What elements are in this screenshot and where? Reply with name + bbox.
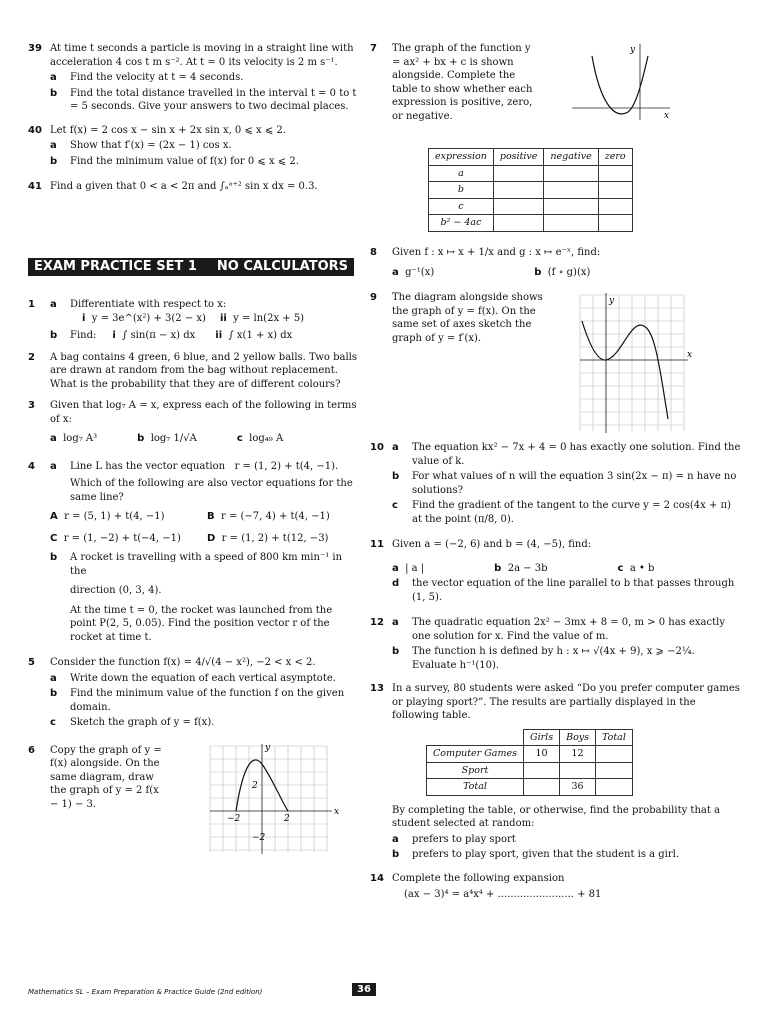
part-d: the vector equation of the line parallel to b that passes through (1, 5). xyxy=(412,578,735,603)
option-c: C r = (1, −2) + t(−4, −1) xyxy=(50,532,181,544)
question-number: 13 xyxy=(370,683,384,694)
axis-label-x: x xyxy=(687,350,693,360)
part-b-text: log₇ 1/√A xyxy=(150,433,197,444)
part-b: A rocket is travelling with a speed of 800 km min⁻¹ in the xyxy=(70,552,343,577)
part-a-text: log₇ A³ xyxy=(63,433,98,444)
options-grid xyxy=(50,510,358,545)
part-label: c xyxy=(50,717,56,728)
table-header: Boys xyxy=(560,729,596,746)
part-label: b xyxy=(50,87,58,99)
question-13 xyxy=(370,682,742,862)
question-number: 39 xyxy=(28,43,42,54)
table-cell: 36 xyxy=(560,779,596,796)
question-7 xyxy=(370,42,742,234)
question-2 xyxy=(28,351,358,392)
option-b: B r = (−7, 4) + t(4, −1) xyxy=(207,511,330,522)
section-banner xyxy=(28,258,354,276)
question-41 xyxy=(28,180,358,194)
table-cell[interactable] xyxy=(493,198,544,215)
table-cell: a xyxy=(429,165,494,182)
left-column xyxy=(28,42,358,202)
part-label: a xyxy=(50,299,57,310)
banner-title: EXAM PRACTICE SET 1 xyxy=(34,259,197,274)
graph-q9 xyxy=(576,291,696,433)
part-a: The equation kx² − 7x + 4 = 0 has exactly one solution. Find the value of k. xyxy=(412,442,741,467)
table-cell[interactable] xyxy=(544,165,598,182)
option-b-text: r = (−7, 4) + t(4, −1) xyxy=(220,511,330,522)
part-label: a xyxy=(50,140,57,151)
part-c: Sketch the graph of y = f(x). xyxy=(70,717,215,728)
footer-text: Mathematics SL – Exam Preparation & Practice Guide (2nd edition) xyxy=(28,988,263,996)
question-number: 7 xyxy=(370,43,377,54)
table-cell[interactable] xyxy=(544,182,598,199)
table-header: zero xyxy=(598,149,632,166)
question-number: 12 xyxy=(370,617,384,628)
part-label: b xyxy=(392,471,400,482)
question-number: 5 xyxy=(28,657,35,668)
part-b-text: (f ∘ g)(x) xyxy=(547,266,591,278)
right-column xyxy=(370,42,742,910)
part-label: a xyxy=(392,617,399,628)
question-number: 11 xyxy=(370,539,384,550)
table-cell[interactable] xyxy=(596,779,633,796)
part-bi: i ∫ sin(π − x) dx xyxy=(112,330,196,341)
part-ai-text: y = 3e^(x²) + 3(2 − x) xyxy=(91,312,206,324)
table-row xyxy=(427,762,633,779)
part-b: Find the minimum value of the function f on the given domain. xyxy=(70,688,345,713)
question-8 xyxy=(370,246,742,279)
part-label: a xyxy=(392,442,399,453)
part-b: Find: xyxy=(70,330,97,341)
table-cell: c xyxy=(429,198,494,215)
table-cell[interactable] xyxy=(544,198,598,215)
part-bii-text: ∫ x(1 + x) dx xyxy=(228,330,293,341)
part-b: prefers to play sport, given that the student is a girl. xyxy=(412,849,680,860)
part-c: Find the gradient of the tangent to the curve y = 2 cos(4x + π) at the point (π/8, 0). xyxy=(412,500,731,525)
question-text: The diagram alongside shows the graph of y = f(x). On the same set of axes sketch the graph of y = f′(x). xyxy=(392,292,543,344)
question-number: 9 xyxy=(370,292,377,303)
table-row xyxy=(427,779,633,796)
question-text: Let f(x) = 2 cos x − sin x + 2x sin x, 0 ⩽ x ⩽ 2. xyxy=(50,124,286,136)
part-a-text: | a | xyxy=(405,562,425,574)
tick-label-y2: 2 xyxy=(252,780,258,791)
table-cell[interactable] xyxy=(596,762,633,779)
part-b: b log₇ 1/√A xyxy=(137,433,197,444)
part-label: b xyxy=(392,646,400,657)
part-label: b xyxy=(392,849,400,860)
table-header: Total xyxy=(596,729,633,746)
table-cell[interactable] xyxy=(598,182,632,199)
table-cell[interactable] xyxy=(560,762,596,779)
part-aii: ii y = ln(2x + 5) xyxy=(219,312,305,324)
part-a: Show that f′(x) = (2x − 1) cos x. xyxy=(70,140,232,151)
question-3 xyxy=(28,399,358,446)
question-number: 4 xyxy=(28,460,35,472)
question-11 xyxy=(370,538,742,604)
question-number: 3 xyxy=(28,400,35,411)
question-text: Consider the function f(x) = 4/√(4 − x²), −2 < x < 2. xyxy=(50,657,316,668)
part-label: c xyxy=(392,500,398,511)
survey-table xyxy=(426,729,633,796)
part-b: The function h is defined by h : x ↦ √(4x + 9), x ⩾ −2¼. Evaluate h⁻¹(10). xyxy=(412,646,695,671)
table-cell[interactable] xyxy=(598,215,632,232)
part-label: a xyxy=(392,833,399,845)
axis-label-y: y xyxy=(609,296,615,306)
table-row xyxy=(429,182,633,199)
vector-equation: r = (1, 2) + t(4, −1). xyxy=(234,460,339,472)
part-b: For what values of n will the equation 3 sin(2x − π) = n have no solutions? xyxy=(412,471,737,496)
question-number: 14 xyxy=(370,872,384,884)
tick-label-yneg2: −2 xyxy=(252,832,266,843)
part-label: b xyxy=(50,552,58,563)
question-text: Given that log₇ A = x, express each of the following in terms of x: xyxy=(50,400,357,425)
table-header: positive xyxy=(493,149,544,166)
banner-subtitle: NO CALCULATORS xyxy=(216,259,348,274)
question-text: Copy the graph of y = f(x) alongside. On the same diagram, draw the graph of y = 2 f(x − 1) − 3. xyxy=(50,744,162,810)
option-a: A r = (5, 1) + t(4, −1) xyxy=(50,511,165,522)
table-cell[interactable] xyxy=(524,779,560,796)
question-text: The graph of the function y = ax² + bx + c is shown alongside. Complete the table to show whether each expression is positive, zero, or negative. xyxy=(392,43,533,122)
option-c-text: r = (1, −2) + t(−4, −1) xyxy=(63,532,181,544)
table-header: negative xyxy=(544,149,598,166)
axis-label-y: y xyxy=(630,45,636,55)
part-a xyxy=(70,460,338,474)
question-5 xyxy=(28,656,358,730)
table-header: Girls xyxy=(524,729,560,746)
axis-label-x: x xyxy=(334,806,340,817)
question-number: 8 xyxy=(370,247,377,258)
table-cell[interactable] xyxy=(493,165,544,182)
part-a: a g⁻¹(x) xyxy=(392,266,435,278)
part-ai: i y = 3e^(x²) + 3(2 − x) xyxy=(82,312,206,324)
question-number: 40 xyxy=(28,124,42,136)
table-cell[interactable] xyxy=(524,762,560,779)
question-4 xyxy=(28,460,358,645)
expansion-expression: (ax − 3)⁴ = a⁴x⁴ + ........................ + 81 xyxy=(404,889,602,900)
question-number: 41 xyxy=(28,181,42,192)
part-c-text: a • b xyxy=(629,562,655,574)
question-10 xyxy=(370,441,742,526)
part-label: a xyxy=(50,672,57,684)
table-cell: 10 xyxy=(524,746,560,763)
part-label: b xyxy=(50,155,58,167)
question-12 xyxy=(370,616,742,672)
part-label: a xyxy=(50,460,57,472)
table-cell[interactable] xyxy=(544,215,598,232)
part-c-text: log₄₉ A xyxy=(249,433,284,444)
option-a-text: r = (5, 1) + t(4, −1) xyxy=(64,511,165,522)
part-c: c log₄₉ A xyxy=(236,433,284,444)
part-b: Find the minimum value of f(x) for 0 ⩽ x ⩽ 2. xyxy=(70,155,299,167)
part-b-text: 2a − 3b xyxy=(507,562,548,574)
table-cell: b xyxy=(429,182,494,199)
part-a-text: g⁻¹(x) xyxy=(405,266,435,278)
table-row xyxy=(429,198,633,215)
question-text: Given a = (−2, 6) and b = (4, −5), find: xyxy=(392,539,592,550)
part-a: Find the velocity at t = 4 seconds. xyxy=(70,72,244,83)
part-aii-text: y = ln(2x + 5) xyxy=(233,312,305,324)
part-label: a xyxy=(50,72,57,83)
part-a: a log₇ A³ xyxy=(50,433,98,444)
table-cell: Sport xyxy=(427,762,524,779)
table-row xyxy=(429,165,633,182)
option-d-text: r = (1, 2) + t(12, −3) xyxy=(221,532,329,544)
question-40 xyxy=(28,124,358,169)
part-a-text: Line L has the vector equation xyxy=(70,460,226,472)
tick-label-2: 2 xyxy=(284,813,290,824)
part-label: b xyxy=(50,330,58,341)
part-c: c a • b xyxy=(617,562,655,574)
option-d: D r = (1, 2) + t(12, −3) xyxy=(207,532,329,544)
axis-label-y: y xyxy=(265,742,271,753)
part-a: Write down the equation of each vertical asymptote. xyxy=(70,672,336,684)
table-cell: 12 xyxy=(560,746,596,763)
table-cell[interactable] xyxy=(596,746,633,763)
part-a: The quadratic equation 2x² − 3mx + 8 = 0, m > 0 has exactly one solution for x. Find the value of m. xyxy=(412,617,725,642)
question-text: At time t seconds a particle is moving in a straight line with acceleration 4 cos t m s⁻². At t = 0 its velocity is 2 m s⁻¹. xyxy=(50,43,354,68)
question-text-2: By completing the table, or otherwise, find the probability that a student selected at random: xyxy=(392,804,721,829)
graph-q7 xyxy=(566,42,676,122)
table-cell: b² − 4ac xyxy=(429,215,494,232)
question-14 xyxy=(370,872,742,902)
part-a: prefers to play sport xyxy=(412,833,516,845)
table-cell[interactable] xyxy=(493,215,544,232)
direction-vector: direction (0, 3, 4). xyxy=(70,585,162,596)
table-cell[interactable] xyxy=(598,165,632,182)
part-a: a | a | xyxy=(392,562,425,574)
question-number: 10 xyxy=(370,442,384,453)
part-label: b xyxy=(50,688,58,699)
question-6 xyxy=(28,742,358,843)
question-9 xyxy=(370,291,742,433)
tick-label-neg2: −2 xyxy=(227,813,241,824)
question-number: 2 xyxy=(28,351,35,363)
part-a: Differentiate with respect to x: xyxy=(70,299,227,310)
question-text: Complete the following expansion xyxy=(392,872,565,884)
table-row xyxy=(429,215,633,232)
part-label: d xyxy=(392,578,400,589)
part-b: Find the total distance travelled in the interval t = 0 to t = 5 seconds. Give your answers to two decimal places. xyxy=(70,87,357,112)
question-text: In a survey, 80 students were asked “Do you prefer computer games or playing sport?”. The results are partially displayed in the following table. xyxy=(392,683,740,721)
graph-q6 xyxy=(200,740,360,858)
question-39 xyxy=(28,42,358,114)
part-b: b 2a − 3b xyxy=(494,562,548,574)
question-text: Find a given that 0 < a < 2π and ∫ₐᵃ⁺² sin x dx = 0.3. xyxy=(50,181,318,192)
table-cell[interactable] xyxy=(493,182,544,199)
page-number: 36 xyxy=(352,983,376,996)
question-text: Given f : x ↦ x + 1/x and g : x ↦ e⁻ˣ, find: xyxy=(392,247,601,258)
table-header-empty xyxy=(427,729,524,746)
sign-table xyxy=(428,148,633,232)
question-number: 1 xyxy=(28,299,35,310)
table-cell: Computer Games xyxy=(427,746,524,763)
part-bii: ii ∫ x(1 + x) dx xyxy=(215,330,293,341)
question-1 xyxy=(28,298,358,343)
part-a-question: Which of the following are also vector equations for the same line? xyxy=(70,478,353,503)
part-b-text: At the time t = 0, the rocket was launched from the point P(2, 5, 0.05). Find the position vector r of the rocket at time t. xyxy=(70,604,333,643)
table-cell: Total xyxy=(427,779,524,796)
part-b: b (f ∘ g)(x) xyxy=(534,266,591,278)
left-column-lower xyxy=(28,296,358,843)
question-text: A bag contains 4 green, 6 blue, and 2 yellow balls. Two balls are drawn at random from the bag without replacement. What is the probability that they are of different colours? xyxy=(50,351,358,390)
axis-label-x: x xyxy=(664,111,670,121)
table-cell[interactable] xyxy=(598,198,632,215)
table-row xyxy=(427,746,633,763)
question-number: 6 xyxy=(28,744,35,756)
part-bi-text: ∫ sin(π − x) dx xyxy=(122,330,196,341)
table-header: expression xyxy=(429,149,494,166)
